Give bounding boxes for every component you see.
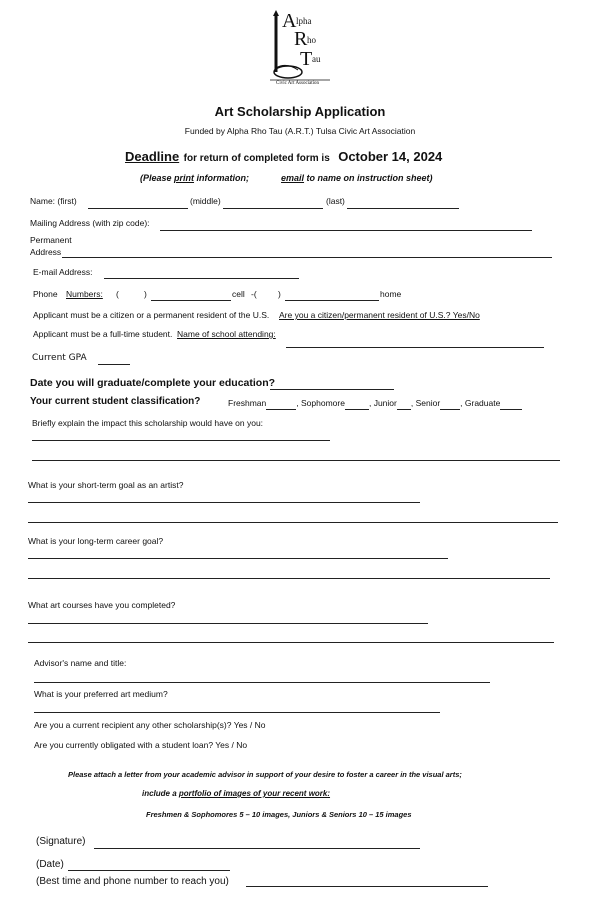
best-time-input[interactable] (246, 874, 488, 887)
best-time-label: (Best time and phone number to reach you) (36, 876, 229, 887)
class-option-freshman[interactable]: Freshman (228, 398, 267, 408)
logo-text-lpha: lpha (296, 16, 312, 26)
logo-text-ho: ho (307, 35, 316, 45)
courses-input-2[interactable] (28, 630, 554, 643)
funded-by: Funded by Alpha Rho Tau (A.R.T.) Tulsa Civic Art Association (184, 126, 416, 136)
email-input[interactable] (104, 266, 299, 279)
mailing-address-input[interactable] (160, 218, 532, 231)
home-paren-open: -( (251, 289, 257, 299)
instruction-open: (Please (140, 173, 175, 183)
graduate-date-input[interactable] (270, 377, 394, 390)
classification-options: Freshman , Sophomore , Junior , Senior , Graduate (228, 397, 522, 410)
long-term-goal-input-1[interactable] (28, 546, 448, 559)
graduate-date-label: Date you will graduate/complete your education? (30, 377, 276, 389)
middle-name-input[interactable] (223, 196, 323, 209)
junior-input[interactable] (397, 397, 411, 410)
name-middle-label: (middle) (190, 196, 221, 206)
portfolio-prefix: include a (142, 789, 179, 798)
signature-label: (Signature) (36, 836, 86, 847)
class-option-senior[interactable]: Senior (415, 398, 441, 408)
class-option-graduate[interactable]: Graduate (464, 398, 501, 408)
short-term-goal-label: What is your short-term goal as an artist? (28, 480, 184, 490)
instruction-print: print (174, 173, 195, 183)
permanent-address-label-1: Permanent (30, 235, 72, 245)
sophomore-input[interactable] (345, 397, 369, 410)
cell-paren-close: ) (144, 289, 147, 299)
impact-input-2[interactable] (32, 448, 560, 461)
permanent-address-label-2: Address (30, 247, 62, 257)
cell-phone-input[interactable] (151, 288, 231, 301)
medium-input[interactable] (34, 700, 440, 713)
student-requirement: Applicant must be a full-time student. (33, 329, 173, 339)
name-last-label: (last) (326, 196, 345, 206)
student-loan-question: Are you currently obligated with a student loan? Yes / No (34, 740, 248, 750)
school-input[interactable] (286, 335, 544, 348)
senior-input[interactable] (440, 397, 460, 410)
last-name-input[interactable] (347, 196, 459, 209)
advisor-label: Advisor's name and title: (34, 658, 127, 668)
image-count-note: Freshmen & Sophomores 5 – 10 images, Juniors & Seniors 10 – 15 images (146, 810, 412, 819)
long-term-goal-label-text: What is your long-term career goal? (28, 536, 164, 546)
classification-label: Your current student classification? (30, 396, 201, 407)
impact-label: Briefly explain the impact this scholarship would have on you: (32, 418, 264, 428)
home-phone-input[interactable] (285, 288, 379, 301)
portfolio-note (142, 789, 330, 798)
logo-tagline: Civic Art Association (276, 81, 320, 86)
phone-numbers-label: Numbers: (66, 289, 103, 299)
class-option-junior[interactable]: Junior (373, 398, 397, 408)
date-input[interactable] (68, 858, 230, 871)
logo-letter-t: T (300, 48, 313, 70)
advisor-input[interactable] (34, 670, 490, 683)
deadline-word: Deadline (125, 149, 180, 164)
cell-paren-open: ( (116, 289, 119, 299)
logo-letter-a: A (282, 10, 297, 32)
advisor-letter-note: Please attach a letter from your academic advisor in support of your desire to foster a career in the visual arts; (68, 770, 462, 779)
graduate-input[interactable] (500, 397, 522, 410)
gpa-label: Current GPA (32, 353, 87, 363)
first-name-input[interactable] (88, 196, 188, 209)
deadline-text: for return of completed form is (183, 153, 330, 164)
signature-input[interactable] (94, 836, 420, 849)
instruction-end: to name on instruction sheet) (304, 173, 433, 183)
instruction-email: email (281, 173, 305, 183)
impact-input-1[interactable] (32, 428, 330, 441)
logo-text-au: au (312, 54, 321, 64)
instruction-line (140, 173, 433, 183)
cell-label: cell (232, 289, 245, 299)
long-term-goal-input-2[interactable] (28, 566, 550, 579)
instruction-mid: information; (194, 173, 250, 183)
date-label: (Date) (36, 859, 64, 870)
logo-letter-r: R (294, 28, 308, 50)
scholarship-recipient-question: Are you a current recipient any other scholarship(s)? Yes / No (34, 720, 266, 730)
courses-input-1[interactable] (28, 611, 428, 624)
deadline-date: October 14, 2024 (338, 149, 443, 164)
portfolio-underlined: portfolio of images of your recent work: (178, 789, 331, 798)
phone-label: Phone (33, 289, 58, 299)
short-term-goal-input-1[interactable] (28, 490, 420, 503)
class-option-sophomore[interactable]: Sophomore (301, 398, 345, 408)
mailing-address-label: Mailing Address (with zip code): (30, 218, 150, 228)
logo (268, 10, 332, 90)
page-title: Art Scholarship Application (214, 104, 386, 119)
gpa-input[interactable] (98, 352, 130, 365)
school-label: Name of school attending: (177, 329, 276, 339)
name-first-label: Name: (first) (30, 196, 77, 206)
freshman-input[interactable] (266, 397, 296, 410)
deadline-line (125, 148, 442, 166)
medium-label: What is your preferred art medium? (34, 689, 168, 699)
home-label: home (380, 289, 402, 299)
email-label: E-mail Address: (33, 267, 93, 277)
home-paren-close: ) (278, 289, 281, 299)
citizen-question: Are you a citizen/permanent resident of U.S.? Yes/No (279, 310, 480, 320)
citizen-requirement: Applicant must be a citizen or a permanent resident of the U.S. (33, 310, 270, 320)
courses-label: What art courses have you completed? (28, 600, 176, 610)
permanent-address-input[interactable] (62, 245, 552, 258)
short-term-goal-input-2[interactable] (28, 510, 558, 523)
